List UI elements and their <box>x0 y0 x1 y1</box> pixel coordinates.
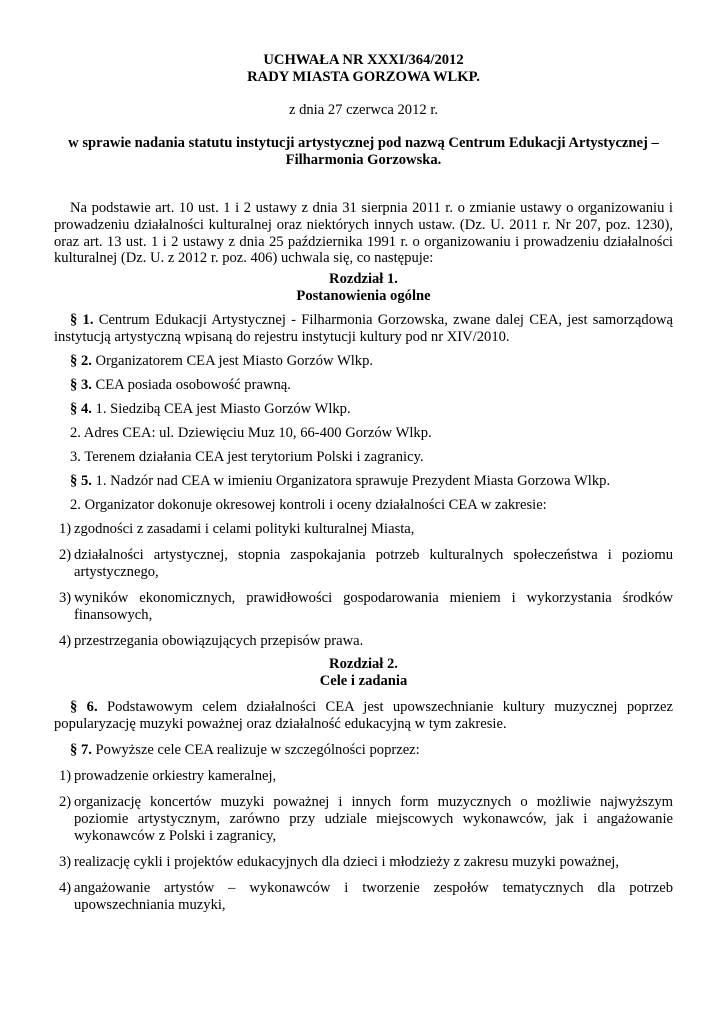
list-item-text: przestrzegania obowiązujących przepisów prawa. <box>74 633 364 650</box>
section-3-mark: § 3. <box>70 377 92 394</box>
list-item <box>54 768 673 785</box>
list-item-number: 2) <box>59 547 72 564</box>
list-item <box>54 794 673 845</box>
chapter-1-number: Rozdział 1. <box>329 271 398 288</box>
list-item-text: działalności artystycznej, stopnia zaspokajania potrzeb kulturalnych społeczeństwa i poziomu artystycznego, <box>74 547 673 581</box>
section-4-mark: § 4. <box>70 401 92 418</box>
section-7 <box>54 742 673 759</box>
section-5-mark: § 5. <box>70 473 92 490</box>
resolution-title <box>54 52 673 86</box>
section-2-mark: § 2. <box>70 353 92 370</box>
section-5-text-1: 1. Nadzór nad CEA w imieniu Organizatora sprawuje Prezydent Miasta Gorzowa Wlkp. <box>91 473 611 490</box>
section-7-text: Powyższe cele CEA realizuje w szczególności poprzez: <box>91 742 420 759</box>
section-1 <box>54 312 673 346</box>
section-4-text-1: 1. Siedzibą CEA jest Miasto Gorzów Wlkp. <box>91 401 351 418</box>
list-item <box>54 590 673 624</box>
section-6 <box>54 699 673 733</box>
section-7-mark: § 7. <box>70 742 92 759</box>
list-item-text: organizację koncertów muzyki poważnej i innych form muzycznych o możliwie najwyższym poziomie artystycznym, zarówno przy udziale miejscowych wykonawców, jak i angażowanie wykonawców z Polski i zagranicy, <box>74 794 673 845</box>
section-2-text: Organizatorem CEA jest Miasto Gorzów Wlkp. <box>91 353 374 370</box>
section-3 <box>54 377 673 394</box>
section-1-text: Centrum Edukacji Artystycznej - Filharmonia Gorzowska, zwane dalej CEA, jest samorządową instytucją artystyczną wpisaną do rejestru instytucji kultury pod nr XIV/2010. <box>54 312 674 346</box>
list-item-text: wyników ekonomicznych, prawidłowości gospodarowania mieniem i wykorzystania środków finansowych, <box>74 590 673 624</box>
chapter-1-title: Postanowienia ogólne <box>296 288 431 305</box>
chapter-2-number: Rozdział 2. <box>329 656 398 673</box>
list-item-number: 1) <box>59 768 72 785</box>
section-3-text: CEA posiada osobowość prawną. <box>91 377 291 394</box>
subject-line-2: Filharmonia Gorzowska. <box>285 152 442 168</box>
list-item-number: 1) <box>59 521 72 538</box>
list-item <box>54 547 673 581</box>
list-item-number: 3) <box>59 854 72 871</box>
list-item <box>54 633 673 650</box>
chapter-1-heading <box>54 271 673 305</box>
list-item <box>54 854 673 871</box>
subject-line-1: w sprawie nadania statutu instytucji artystycznej pod nazwą Centrum Edukacji Artystycznej – <box>68 135 659 151</box>
section-1-mark: § 1. <box>70 312 94 329</box>
list-item-text: zgodności z zasadami i celami polityki kulturalnej Miasta, <box>74 521 415 538</box>
list-item-text: prowadzenie orkiestry kameralnej, <box>74 768 277 785</box>
resolution-subject <box>54 135 673 169</box>
list-item-number: 3) <box>59 590 72 607</box>
list-item-number: 4) <box>59 880 72 897</box>
list-item-text: angażowanie artystów – wykonawców i tworzenie zespołów tematycznych dla potrzeb upowszechniania muzyki, <box>74 880 673 914</box>
resolution-date: z dnia 27 czerwca 2012 r. <box>288 102 439 118</box>
list-item-number: 4) <box>59 633 72 650</box>
list-item-number: 2) <box>59 794 72 811</box>
section-5-point-2: 2. Organizator dokonuje okresowej kontroli i oceny działalności CEA w zakresie: <box>70 497 547 514</box>
section-2 <box>54 353 673 370</box>
section-6-text: Podstawowym celem działalności CEA jest upowszechnianie kultury muzycznej poprzez popularyzację muzyki poważnej oraz działalność edukacyjną w tym zakresie. <box>54 699 674 733</box>
preamble: Na podstawie art. 10 ust. 1 i 2 ustawy z dnia 31 sierpnia 2011 r. o zmianie ustawy o organizowaniu i prowadzeniu działalności kulturalnej oraz niektórych innych ustaw. (Dz. U. 2011 r. Nr 207, poz. 1230), oraz art. 13 ust. 1 i 2 ustawy z dnia 25 października 1991 r. o organizowaniu i prowadzeniu działalności kulturalnej (Dz. U. z 2012 r. poz. 406) uchwala się, co następuje: <box>54 200 673 267</box>
chapter-2-heading <box>54 656 673 690</box>
section-6-mark: § 6. <box>70 699 98 716</box>
resolution-number: UCHWAŁA NR XXXI/364/2012 <box>263 52 464 68</box>
list-item <box>54 880 673 914</box>
section-5 <box>54 473 673 490</box>
chapter-2-title: Cele i zadania <box>319 673 408 690</box>
list-item-text: realizację cykli i projektów edukacyjnych dla dzieci i młodzieży z zakresu muzyki poważnej, <box>74 854 620 871</box>
section-4-point-3: 3. Terenem działania CEA jest terytorium Polski i zagranicy. <box>70 449 424 466</box>
list-item <box>54 521 673 538</box>
document-page <box>54 52 673 914</box>
section-4-point-2: 2. Adres CEA: ul. Dziewięciu Muz 10, 66-400 Gorzów Wlkp. <box>70 425 432 442</box>
council-name: RADY MIASTA GORZOWA WLKP. <box>247 69 480 85</box>
section-4 <box>54 401 673 418</box>
